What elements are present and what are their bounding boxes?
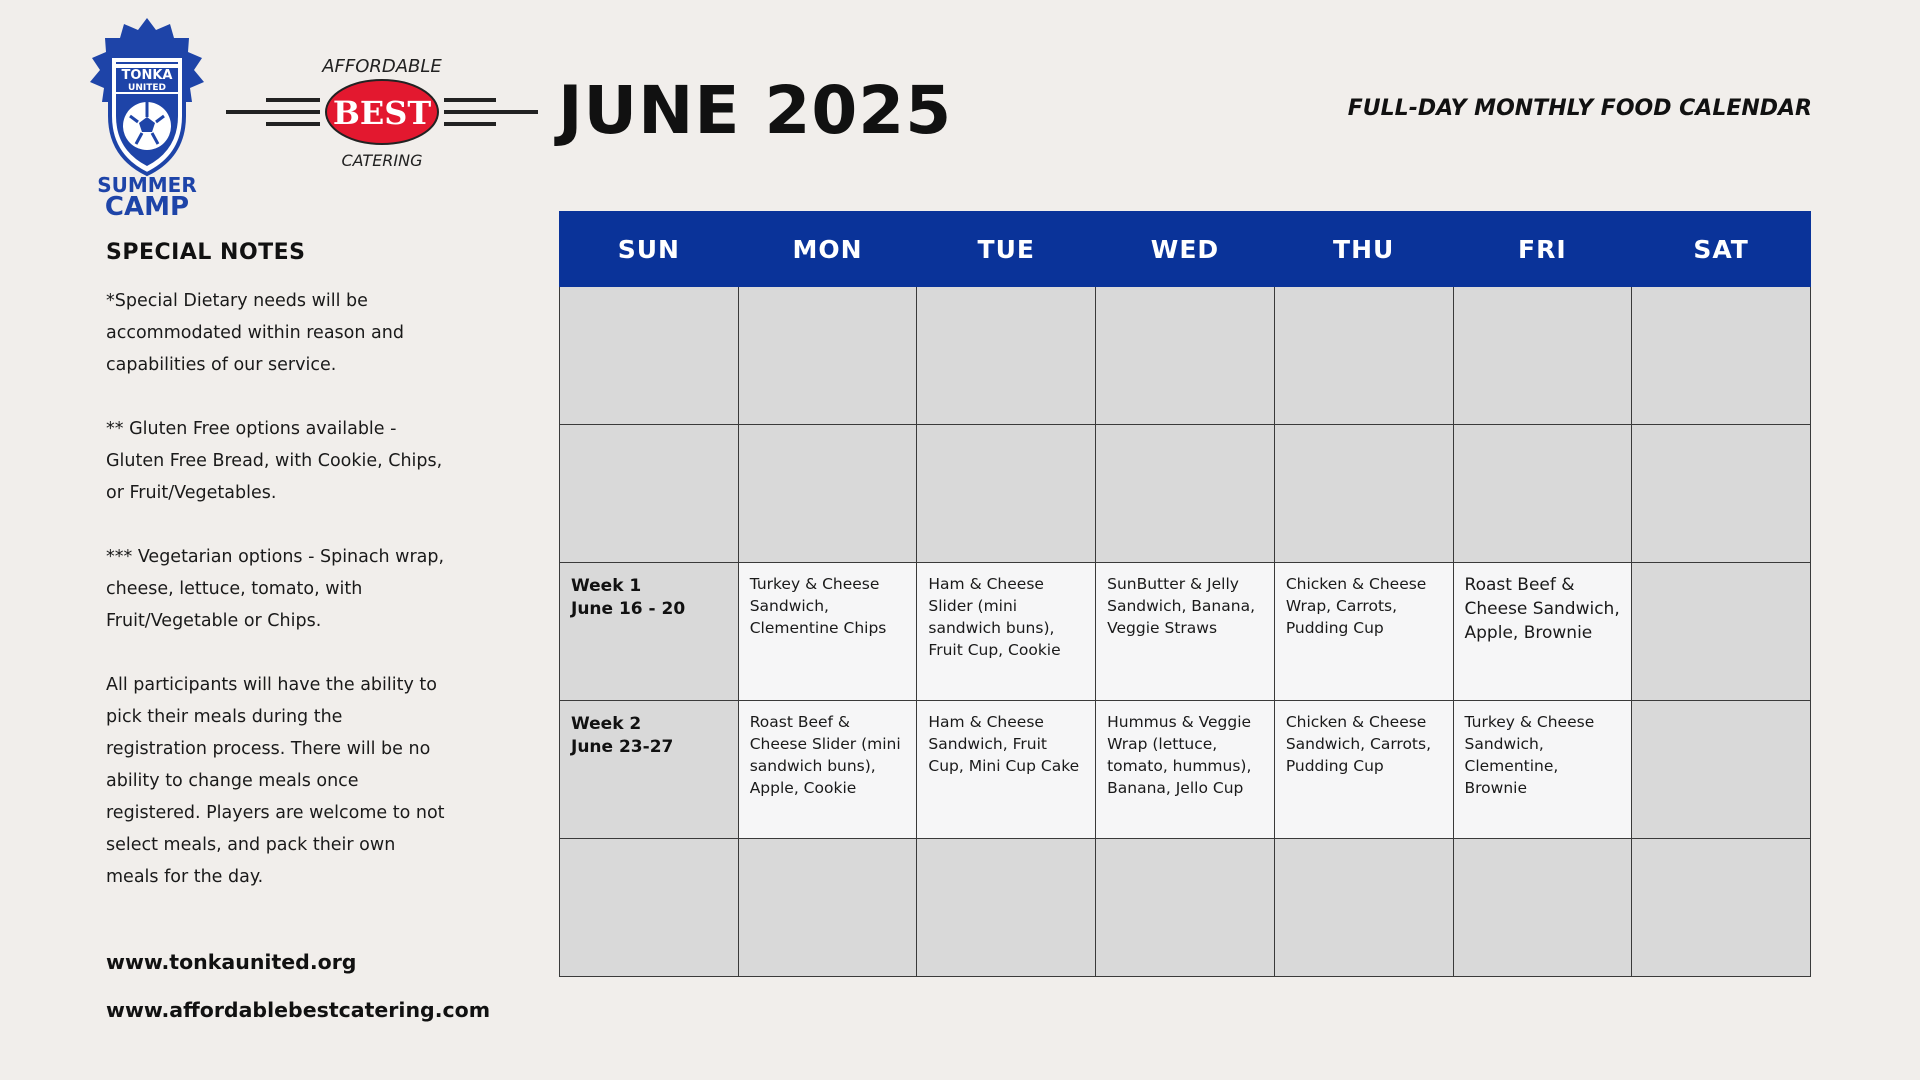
day-header-sat: SAT bbox=[1632, 212, 1811, 287]
food-calendar bbox=[559, 211, 1811, 977]
meal-text: Roast Beef & Cheese Slider (mini sandwich buns), Apple, Cookie bbox=[749, 713, 901, 797]
calendar-row-week-2 bbox=[560, 701, 1811, 839]
empty-cell bbox=[1632, 563, 1811, 701]
empty-cell bbox=[738, 839, 917, 977]
svg-text:CATERING: CATERING bbox=[341, 151, 423, 170]
svg-text:BEST: BEST bbox=[332, 94, 432, 132]
empty-cell bbox=[1274, 839, 1453, 977]
svg-text:TONKA: TONKA bbox=[121, 68, 173, 83]
meal-text: Turkey & Cheese Sandwich, Clementine, Brownie bbox=[1464, 713, 1595, 797]
week-dates: June 23-27 bbox=[571, 737, 674, 757]
empty-cell bbox=[560, 839, 739, 977]
empty-cell bbox=[917, 287, 1096, 425]
meal-cell-wed bbox=[1096, 701, 1275, 839]
week-label-cell bbox=[560, 701, 739, 839]
empty-cell bbox=[1632, 701, 1811, 839]
empty-cell bbox=[1453, 425, 1632, 563]
svg-text:UNITED: UNITED bbox=[128, 83, 166, 93]
page-title: JUNE 2025 bbox=[558, 72, 953, 149]
empty-cell bbox=[1453, 287, 1632, 425]
special-notes-heading: SPECIAL NOTES bbox=[106, 240, 306, 265]
empty-cell bbox=[1632, 287, 1811, 425]
calendar-row-empty-1 bbox=[560, 287, 1811, 425]
empty-cell bbox=[738, 425, 917, 563]
meal-cell-wed bbox=[1096, 563, 1275, 701]
tonka-united-summer-camp-logo bbox=[80, 16, 214, 222]
note-gluten-free: ** Gluten Free options available - Gluten Free Bread, with Cookie, Chips, or Fruit/Vegetables. bbox=[106, 419, 443, 503]
day-header-sun: SUN bbox=[560, 212, 739, 287]
meal-text: Ham & Cheese Slider (mini sandwich buns), Fruit Cup, Cookie bbox=[928, 575, 1061, 659]
day-header-wed: WED bbox=[1096, 212, 1275, 287]
empty-cell bbox=[1632, 839, 1811, 977]
week-label: Week 2 bbox=[571, 714, 642, 734]
day-header-fri: FRI bbox=[1453, 212, 1632, 287]
tonka-united-link[interactable]: www.tonkaunited.org bbox=[106, 950, 357, 974]
meal-cell-mon bbox=[738, 701, 917, 839]
meal-cell-mon bbox=[738, 563, 917, 701]
svg-text:AFFORDABLE: AFFORDABLE bbox=[322, 56, 442, 77]
empty-cell bbox=[1096, 287, 1275, 425]
meal-cell-tue bbox=[917, 701, 1096, 839]
meal-text: SunButter & Jelly Sandwich, Banana, Veggie Straws bbox=[1107, 575, 1255, 637]
empty-cell bbox=[1096, 839, 1275, 977]
meal-text: Chicken & Cheese Wrap, Carrots, Pudding Cup bbox=[1285, 575, 1427, 637]
calendar-subtitle: FULL-DAY MONTHLY FOOD CALENDAR bbox=[1347, 96, 1812, 121]
affordable-best-catering-logo bbox=[224, 50, 540, 180]
empty-cell bbox=[1632, 425, 1811, 563]
calendar-row-week-1 bbox=[560, 563, 1811, 701]
meal-text: Hummus & Veggie Wrap (lettuce, tomato, hummus), Banana, Jello Cup bbox=[1107, 713, 1252, 797]
empty-cell bbox=[917, 839, 1096, 977]
meal-cell-tue bbox=[917, 563, 1096, 701]
calendar-row-empty-2 bbox=[560, 425, 1811, 563]
note-dietary: *Special Dietary needs will be accommodated within reason and capabilities of our service. bbox=[106, 291, 404, 375]
week-dates: June 16 - 20 bbox=[571, 599, 686, 619]
day-header-tue: TUE bbox=[917, 212, 1096, 287]
empty-cell bbox=[560, 287, 739, 425]
meal-cell-fri bbox=[1453, 701, 1632, 839]
meal-text: Roast Beef & Cheese Sandwich, Apple, Brownie bbox=[1464, 575, 1620, 643]
meal-text: Ham & Cheese Sandwich, Fruit Cup, Mini Cup Cake bbox=[928, 713, 1080, 775]
day-header-mon: MON bbox=[738, 212, 917, 287]
svg-text:SUMMER: SUMMER bbox=[97, 173, 197, 197]
meal-cell-fri bbox=[1453, 563, 1632, 701]
empty-cell bbox=[1096, 425, 1275, 563]
week-label: Week 1 bbox=[571, 576, 642, 596]
empty-cell bbox=[560, 425, 739, 563]
note-vegetarian: *** Vegetarian options - Spinach wrap, cheese, lettuce, tomato, with Fruit/Vegetable or Chips. bbox=[106, 547, 445, 631]
week-label-cell bbox=[560, 563, 739, 701]
meal-cell-thu bbox=[1274, 563, 1453, 701]
special-notes-section bbox=[106, 240, 446, 925]
meal-cell-thu bbox=[1274, 701, 1453, 839]
calendar-row-empty-3 bbox=[560, 839, 1811, 977]
empty-cell bbox=[1274, 425, 1453, 563]
empty-cell bbox=[1274, 287, 1453, 425]
svg-text:CAMP: CAMP bbox=[104, 192, 190, 222]
catering-link[interactable]: www.affordablebestcatering.com bbox=[106, 998, 491, 1022]
note-meal-selection: All participants will have the ability to pick their meals during the registration process. There will be no ability to change meals once registered. Players are welcome to not select meals, and pack their own meals for the day. bbox=[106, 675, 445, 887]
meal-text: Chicken & Cheese Sandwich, Carrots, Pudding Cup bbox=[1285, 713, 1432, 775]
day-header-thu: THU bbox=[1274, 212, 1453, 287]
empty-cell bbox=[738, 287, 917, 425]
meal-text: Turkey & Cheese Sandwich, Clementine Chips bbox=[749, 575, 887, 637]
weekday-header-row bbox=[560, 212, 1811, 287]
empty-cell bbox=[917, 425, 1096, 563]
empty-cell bbox=[1453, 839, 1632, 977]
